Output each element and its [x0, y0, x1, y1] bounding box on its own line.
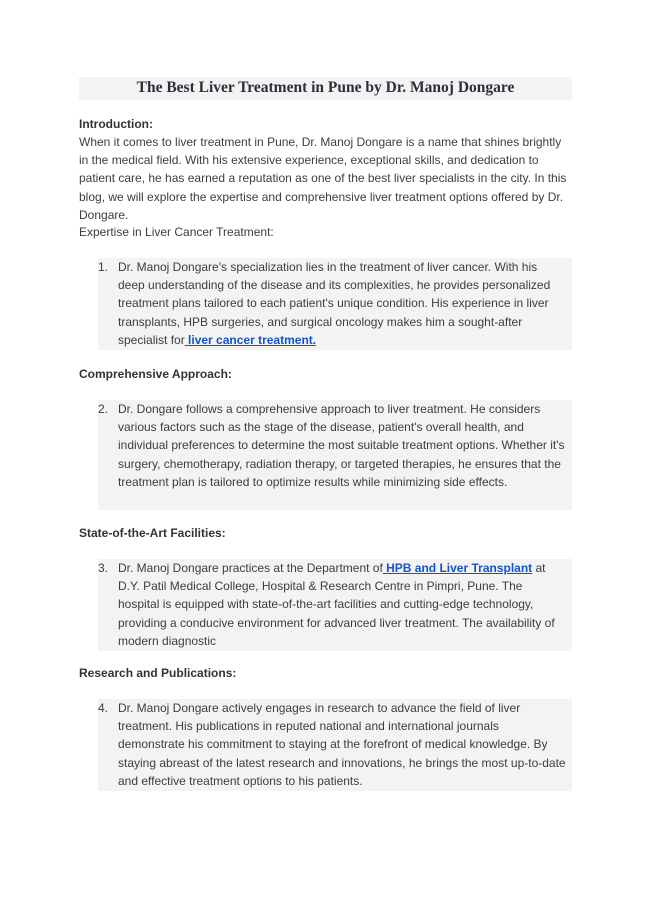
list-number: 3. — [98, 561, 109, 575]
list-item-body: Dr. Manoj Dongare's specialization lies in the treatment of liver cancer. With his deep understanding of the disease and its complexities, he provides personalized treatment plans tailored to each patient's unique condition. His experience in liver transplants, HPB surgeries, and surgical oncology makes him a sought-after specialist for — [118, 260, 551, 347]
hpb-liver-transplant-link[interactable]: HPB and Liver Transplant — [382, 561, 533, 575]
intro-paragraph: When it comes to liver treatment in Pune, Dr. Manoj Dongare is a name that shines brightly in the medical field. With his extensive experience, exceptional skills, and dedication to patient care, he has earned a reputation as one of the best liver specialists in the city. In this blog, we will explore the expertise and comprehensive liver treatment options offered by Dr. Dongare. — [79, 135, 567, 222]
page-title: The Best Liver Treatment in Pune by Dr. Manoj Dongare — [136, 79, 515, 96]
list-item-text: Dr. Manoj Dongare actively engages in research to advance the field of liver treatment. His publications in reputed national and international journals demonstrate his commitment to staying at the forefront of medical knowledge. By staying abreast of the latest research and innovations, he brings the most up-to-date and effective treatment options to his patients. — [118, 701, 566, 788]
research-heading: Research and Publications: — [79, 666, 237, 680]
list-item-body-cont: at D.Y. Patil Medical College, Hospital & Research Centre in Pimpri, Pune. The hospital is equipped with state-of-the-art facilities and cutting-edge technology, providing a conducive environment for advanced liver treatment. The availability of modern diagnostic — [118, 561, 555, 648]
list-item-body: Dr. Manoj Dongare practices at the Department of — [118, 561, 383, 575]
list-number: 2. — [98, 402, 109, 416]
list-number: 1. — [98, 260, 109, 274]
list-item — [98, 559, 572, 651]
list-item-text: Dr. Dongare follows a comprehensive approach to liver treatment. He considers various factors such as the stage of the disease, patient's overall health, and individual preferences to determine the most suitable treatment options. Whether it's surgery, chemotherapy, radiation therapy, or targeted therapies, he ensures that the treatment plan is tailored to optimize results while minimizing side effects. — [118, 402, 565, 489]
list-number: 4. — [98, 701, 109, 715]
list-item-text — [118, 258, 566, 349]
list-item — [98, 699, 572, 791]
list-item — [98, 258, 572, 350]
list-item-text — [118, 559, 566, 650]
comprehensive-approach-heading: Comprehensive Approach: — [79, 367, 232, 381]
expertise-subheading: Expertise in Liver Cancer Treatment: — [79, 225, 274, 239]
list-item — [98, 400, 572, 510]
intro-heading: Introduction: — [79, 117, 153, 131]
facilities-heading: State-of-the-Art Facilities: — [79, 526, 226, 540]
liver-cancer-treatment-link[interactable]: liver cancer treatment. — [184, 332, 317, 347]
